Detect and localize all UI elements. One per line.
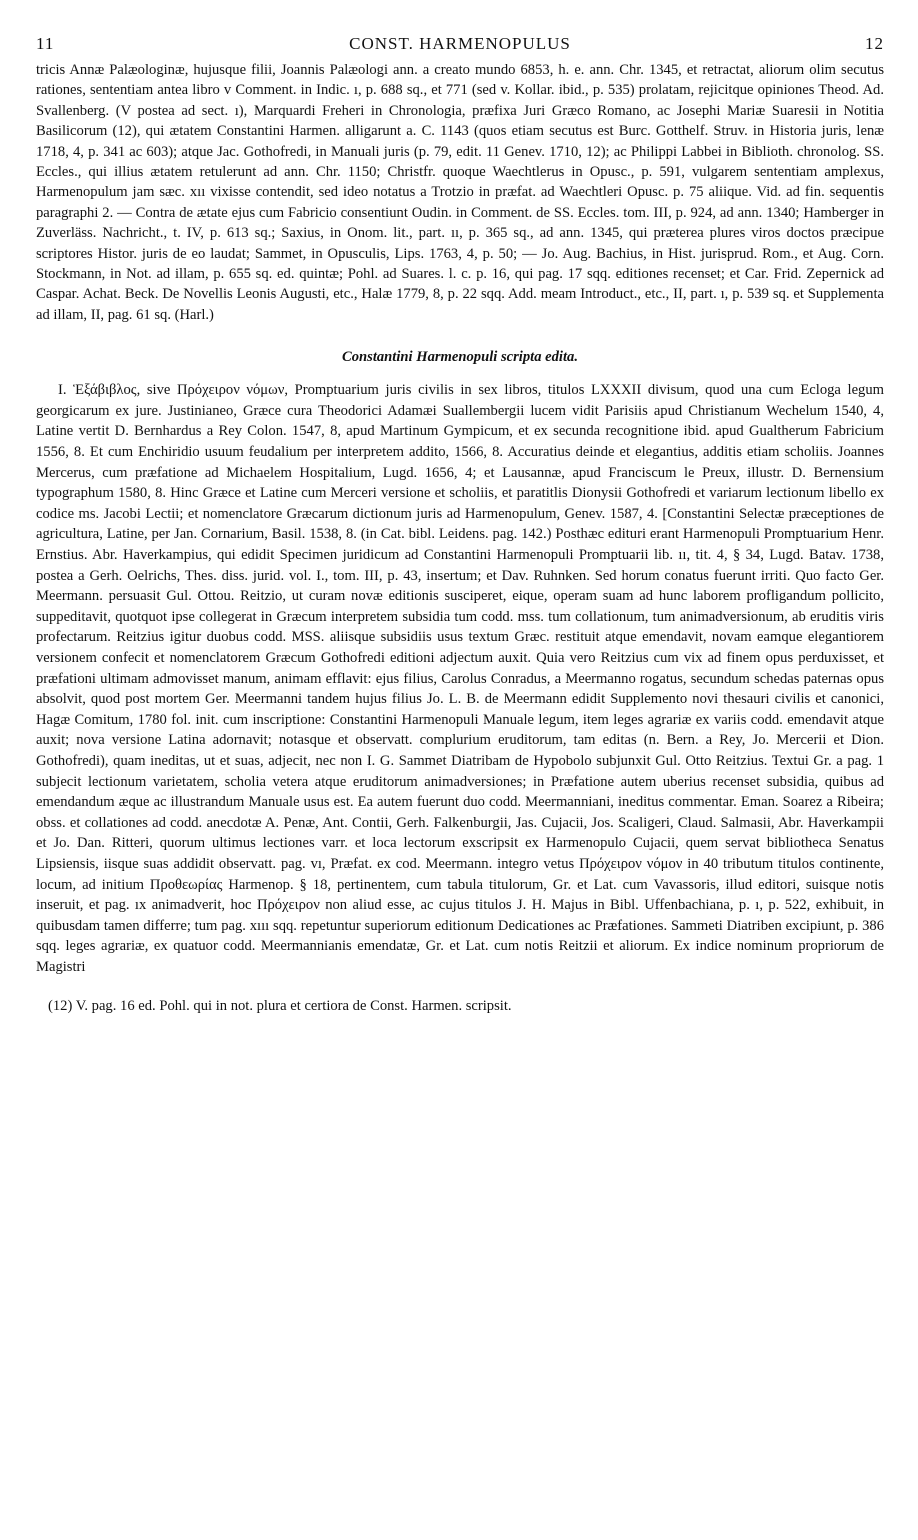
running-title: CONST. HARMENOPULUS [349, 34, 571, 53]
page-number-right: 12 [865, 34, 884, 53]
main-paragraph: I. Ἑξάβιβλος, sive Πρόχειρον νόμων, Promptuarium juris civilis in sex libros, titulos LXXXII divisum, quod una cum Ecloga legum georgicarum ex jure. Justinianeo, Græce cura Theodorici Adamæi Suallembergii lucem vidit Parisiis apud Christianum Wechelum 1540, 4, Latine vertit D. Bernhardus a Rey Colon. 1547, 8, apud Martinum Gympicum, et ex secunda recognitione ibid. apud Gualtherum Fabricium 1556, 8. Et cum Enchiridio usuum feudalium per interpretem addito, 1566, 8. Accuratius deinde et elegantius, additis etiam scholiis. Joannes Mercerus, cum præfatione ad Michaelem Hospitalium, Lugd. 1656, 4; et Lausannæ, apud Franciscum le Preux, illustr. D. Bernensium typographum 1580, 8. Hinc Græce et Latine cum Merceri versione et scholiis, et paratitlis Dionysii Gothofredi et variarum lectionum libello ex codice ms. Jacobi Lectii; et nomenclatore Græcarum dictionum juris ad Harmenopulum, Genev. 1587, 4. [Constantini Selectæ præceptiones de agricultura, Latine, per Jan. Cornarium, Basil. 1538, 8. (in Cat. bibl. Leidens. pag. 142.) Posthæc edituri erant Harmenopuli Promptuarium Henr. Ernstius. Abr. Haverkampius, qui edidit Specimen juridicum ad Constantini Harmenopuli Promptuarii lib. ıı, tit. 4, § 34, Lugd. Batav. 1738, postea a Gerh. Oelrichs, Thes. diss. jurid. vol. I., tom. III, p. 43, insertum; et Dav. Ruhnken. Sed horum conatus fuerunt irriti. Quo facto Ger. Meermann. persuasit Gul. Ottou. Reitzio, ut curam novæ editionis susciperet, eique, operam suam ad hunc laborem profligandum pollicito, suppeditavit, quotquot ipse collegerat in Græcum interpretem subsidia tum codd. mss. tum collationum, tum animadversionum, ab eruditis viris profectarum. Reitzius igitur duobus codd. MSS. aliisque subsidiis usus textum Græc. restituit atque emendavit, novam eamque elegantiorem versionem confecit et nomenclatorem Græcum Gothofredi editioni adjectum auxit. Quia vero Reitzius cum vix ad finem opus perduxisset, et præfationi ultimam admovisset manum, animam efflavit: ejus filius, Carolus Conradus, a Meermanno rogatus, secundum schedas paternas opus absolvit, quod post mortem Ger. Meermanni tandem hujus filius Jo. L. B. de Meermann edidit Supplemento novi thesauri civilis et canonici, Hagæ Comitum, 1780 fol. init. cum inscriptione: Constantini Harmenopuli Manuale legum, item leges agrariæ ex variis codd. emendavit atque auxit; nova versione Latina adornavit; notasque et observatt. complurium eruditorum, tam editas (n. Bern. a Rey, Jo. Mercerii et Dion. Gothofredi), quam ineditas, ut et suas, adjecit, nec non I. G. Sammet Diatribam de Hypobolo subjunxit Gul. Otto Reitzius. Textui Gr. a pag. 1 subjecit lectionum varietatem, scholia vetera atque eruditorum animadversiones; in Præfatione autem uberius recenset subsidia, quibus ad emendandum æque ac illustrandum Manuale usus est. Ea autem fuerunt duo codd. Meermanniani, ineditus commentar. Eman. Soarez a Ribeira; obss. et collationes ad codd. anecdotæ A. Penæ, Ant. Contii, Gerh. Falkenburgii, Jas. Cujacii, Jos. Scaligeri, Claud. Salmasii, Abr. Haverkampii et Jo. Dan. Ritteri, quorum ultimus lectiones varr. et loca lectorum exscripsit ex Harmenopulo Cujacii, quem servat bibliotheca Senatus Lipsiensis, iisque suas addidit observatt. pag. vı, Præfat. ex cod. Meermann. integro vetus Πρόχειρον νόμον in 40 tributum titulos continente, locum, ad initium Προθεωρίας Harmenop. § 18, pertinentem, cum tabula titulorum, Gr. et Lat. cum Vavassoris, illud editori, suisque notis inseruit, et pag. ıx animadverit, hoc Πρόχειρον non aliud esse, ac cujus titulos J. H. Majus in Bibl. Uffenbachiana, p. ı, p. 522, exhibuit, in quibusdam tamen differre; tum pag. xııı sqq. repetuntur superiorum editionum Dedicationes ac Præfationes. Sammeti Diatriben excipiunt, p. 386 sqq. leges agrariæ, ex quatuor codd. Meermannianis emendatæ, Gr. et Lat. cum notis Reitzii et aliorum. Ex indice nominum propriorum de Magistri [36, 382, 884, 975]
page-number-left: 11 [36, 34, 55, 53]
footnote: (12) V. pag. 16 ed. Pohl. qui in not. plura et certiora de Const. Harmen. scripsit. [48, 997, 512, 1014]
running-head [36, 30, 884, 60]
section-heading: Constantini Harmenopuli scripta edita. [342, 349, 578, 366]
continued-note-paragraph: tricis Annæ Palæologinæ, hujusque filii, Joannis Palæologi ann. a creato mundo 6853, h. e. ann. Chr. 1345, et retractat, aliorum olim secutus rationes, sententiam antea libro v Comment. in Indic. ı, p. 688 sq., et 771 (sed v. Kollar. ibid., p. 535) prolatam, rejicitque opiniones Theod. Ad. Svallenberg. (V postea ad sect. ı), Marquardi Freheri in Chronologia, præfixa Juri Græco Romano, ac Josephi Mariæ Suaresii in Notitia Basilicorum (12), qui ætatem Constantini Harmen. alligarunt a. C. 1143 (quos etiam secutus est Burc. Gotthelf. Struv. in Historia juris, lenæ 1718, 4, p. 341 ac 603); atque Jac. Gothofredi, in Manuali juris (p. 79, edit. 11 Genev. 1710, 12); ac Philippi Labbei in Biblioth. chronolog. SS. Eccles., qui illius ætatem retulerunt ad ann. Chr. 1150; Christfr. quoque Waechtlerus in Opusc., p. 591, vulgarem sententiam amplexus, Harmenopulum jam sæc. xıı vixisse contendit, sed ideo notatus a Trotzio in præfat. ad Waechtleri Opusc. p. 75 aliique. Vid. ad fin. sequentis paragraphi 2. — Contra de ætate ejus cum Fabricio consentiunt Oudin. in Comment. de SS. Eccles. tom. III, p. 924, ad ann. 1340; Hamberger in Zuverläss. Nachricht., t. IV, p. 613 sq.; Saxius, in Onom. lit., part. ıı, p. 365 sq., ad ann. 1345, qui præterea plures viros doctos præcipue scriptores Histor. juris de eo laudat; Sammet, in Opusculis, Lips. 1763, 4, p. 50; — Jo. Aug. Bachius, in Hist. jurisprud. Rom., et Aug. Corn. Stockmann, in Not. ad illam, p. 655 sq. ed. quintæ; Pohl. ad Suares. l. c. p. 16, qui pag. 17 sqq. editiones recenset; et Car. Frid. Zepernick ad Caspar. Achat. Beck. De Novellis Leonis Augusti, etc., Halæ 1779, 8, p. 22 sqq. Add. meam Introduct., etc., II, part. ı, p. 539 sq. et Supplementa ad illam, II, pag. 61 sq. (Harl.) [36, 62, 884, 323]
book-page [36, 30, 884, 1016]
